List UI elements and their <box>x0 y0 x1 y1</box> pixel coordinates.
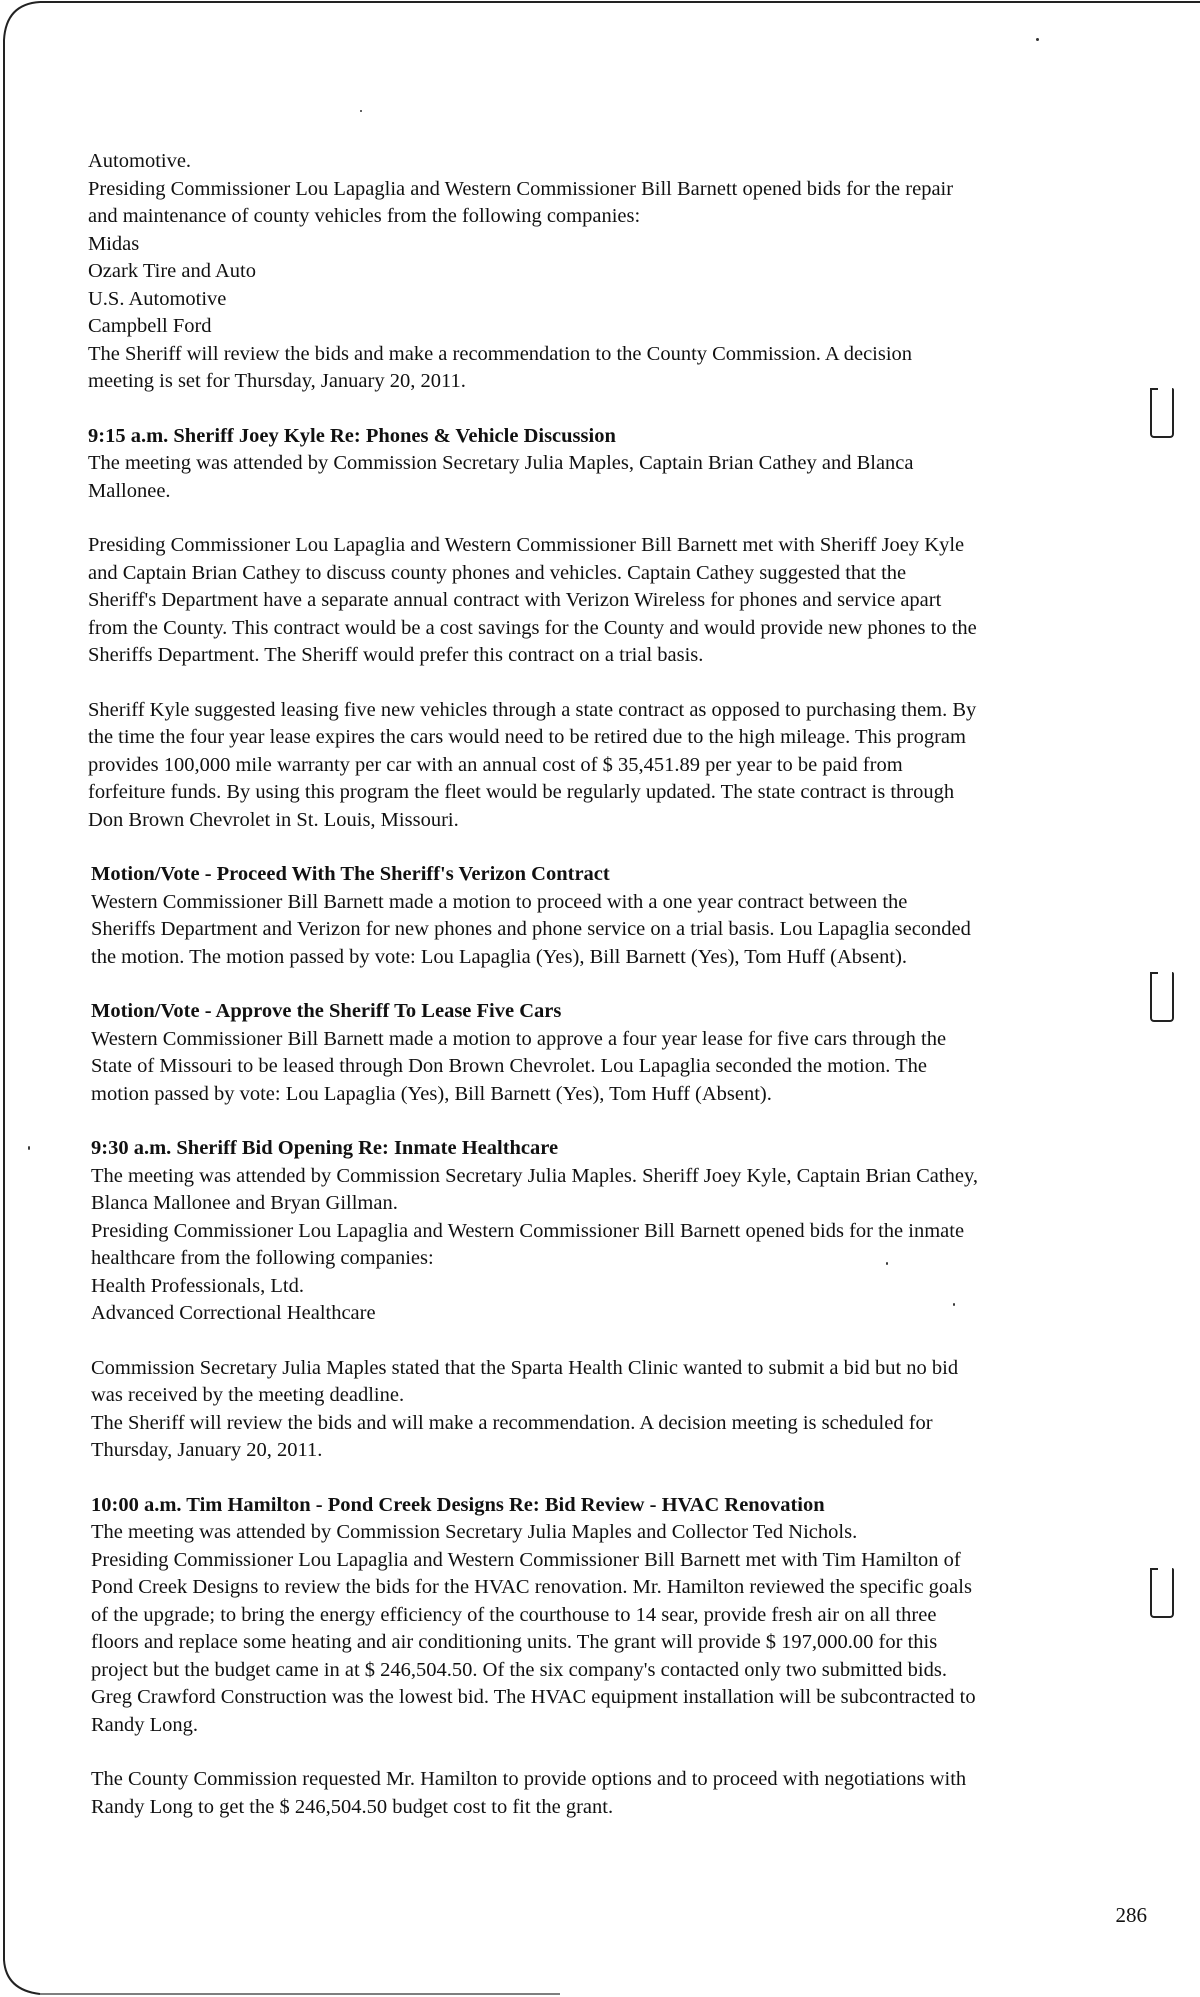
motion-verizon-section <box>91 861 1128 971</box>
section-heading: Motion/Vote - Proceed With The Sheriff's Verizon Contract <box>91 863 610 885</box>
text-line: Automotive. <box>88 150 192 172</box>
text-line: was received by the meeting deadline. <box>91 1384 405 1406</box>
text-line: The Sheriff will review the bids and will make a recommendation. A decision meeting is scheduled for <box>91 1411 933 1434</box>
text-line: motion passed by vote: Lou Lapaglia (Yes), Bill Barnett (Yes), Tom Huff (Absent). <box>91 1082 772 1105</box>
text-line: Presiding Commissioner Lou Lapaglia and Western Commissioner Bill Barnett met with Tim Hamilton of <box>91 1548 961 1571</box>
text-line: Blanca Mallonee and Bryan Gillman. <box>91 1192 398 1214</box>
text-line: Pond Creek Designs to review the bids for the HVAC renovation. Mr. Hamilton reviewed the specific goals <box>91 1576 972 1598</box>
scan-speck <box>1036 38 1039 41</box>
scan-speck <box>28 1146 30 1150</box>
text-line: Sheriff Kyle suggested leasing five new vehicles through a state contract as opposed to purchasing them. By <box>88 698 977 721</box>
page-number: 286 <box>1115 1903 1147 1927</box>
text-line: Presiding Commissioner Lou Lapaglia and Western Commissioner Bill Barnett opened bids for the inmate <box>91 1219 965 1242</box>
company-list-item: Campbell Ford <box>88 315 212 337</box>
section-heading: Motion/Vote - Approve the Sheriff To Lease Five Cars <box>91 1000 562 1022</box>
text-line: Sheriffs Department. The Sheriff would prefer this contract on a trial basis. <box>88 644 704 666</box>
text-line: Presiding Commissioner Lou Lapaglia and Western Commissioner Bill Barnett met with Sheriff Joey Kyle <box>88 534 965 556</box>
text-line: The meeting was attended by Commission Secretary Julia Maples and Collector Ted Nichols. <box>91 1521 858 1543</box>
binder-hole-mark <box>1150 1568 1174 1618</box>
section-heading: 10:00 a.m. Tim Hamilton - Pond Creek Designs Re: Bid Review - HVAC Renovation <box>91 1493 825 1516</box>
inmate-healthcare-section <box>91 1135 1128 1465</box>
text-line: The meeting was attended by Commission Secretary Julia Maples, Captain Brian Cathey and Blanca <box>88 452 914 474</box>
text-line: Sheriff's Department have a separate annual contract with Verizon Wireless for phones and service apart <box>88 589 942 611</box>
text-line: of the upgrade; to bring the energy efficiency of the courthouse to 14 sear, provide fresh air on all three <box>91 1603 937 1626</box>
text-line: The County Commission requested Mr. Hamilton to provide options and to proceed with negotiations with <box>91 1768 967 1790</box>
text-line: Don Brown Chevrolet in St. Louis, Missouri. <box>88 808 459 831</box>
text-line: Commission Secretary Julia Maples stated that the Sparta Health Clinic wanted to submit a bid but no bid <box>91 1356 959 1379</box>
text-line: The Sheriff will review the bids and make a recommendation to the County Commission. A decision <box>88 342 913 365</box>
text-line: Greg Crawford Construction was the lowest bid. The HVAC equipment installation will be subcontracted to <box>91 1686 976 1708</box>
company-list-item: Advanced Correctional Healthcare <box>91 1302 376 1324</box>
text-line: forfeiture funds. By using this program the fleet would be regularly updated. The state contract is through <box>88 781 955 803</box>
text-line: Randy Long. <box>91 1713 199 1736</box>
company-list-item: Midas <box>88 232 140 255</box>
text-line: floors and replace some heating and air conditioning units. The grant will provide $ 197,000.00 for this <box>91 1631 938 1653</box>
binder-hole-mark <box>1150 388 1174 438</box>
text-line: Mallonee. <box>88 479 171 502</box>
hvac-renovation-section <box>91 1492 1128 1822</box>
document-body <box>88 148 1128 1821</box>
company-list-item: Health Professionals, Ltd. <box>91 1274 304 1297</box>
text-line: Randy Long to get the $ 246,504.50 budget cost to fit the grant. <box>91 1795 614 1818</box>
intro-section <box>88 148 1128 396</box>
text-line: from the County. This contract would be a cost savings for the County and would provide new phones to the <box>88 616 977 639</box>
text-line: meeting is set for Thursday, January 20, 2011. <box>88 370 466 392</box>
scan-speck <box>360 110 362 112</box>
text-line: provides 100,000 mile warranty per car with an annual cost of $ 35,451.89 per year to be paid from <box>88 753 903 776</box>
text-line: and maintenance of county vehicles from the following companies: <box>88 205 641 227</box>
text-line: and Captain Brian Cathey to discuss county phones and vehicles. Captain Cathey suggested that the <box>88 561 907 584</box>
text-line: the motion. The motion passed by vote: Lou Lapaglia (Yes), Bill Barnett (Yes), Tom Huff (Absent). <box>91 945 908 968</box>
section-heading: 9:30 a.m. Sheriff Bid Opening Re: Inmate Healthcare <box>91 1137 559 1159</box>
phones-vehicle-section <box>88 423 1128 835</box>
motion-lease-section <box>91 998 1128 1108</box>
text-line: State of Missouri to be leased through Don Brown Chevrolet. Lou Lapaglia seconded the motion. The <box>91 1055 927 1077</box>
company-list-item: Ozark Tire and Auto <box>88 260 256 282</box>
text-line: Sheriffs Department and Verizon for new phones and phone service on a trial basis. Lou Lapaglia seconded <box>91 918 971 940</box>
binder-hole-mark <box>1150 972 1174 1022</box>
section-heading: 9:15 a.m. Sheriff Joey Kyle Re: Phones & Vehicle Discussion <box>88 424 616 447</box>
text-line: Thursday, January 20, 2011. <box>91 1439 323 1461</box>
text-line: The meeting was attended by Commission Secretary Julia Maples. Sheriff Joey Kyle, Captain Brian Cathey, <box>91 1164 978 1187</box>
text-line: the time the four year lease expires the cars would need to be retired due to the high mileage. This program <box>88 726 966 748</box>
text-line: Presiding Commissioner Lou Lapaglia and Western Commissioner Bill Barnett opened bids for the repair <box>88 177 954 200</box>
text-line: Western Commissioner Bill Barnett made a motion to approve a four year lease for five cars through the <box>91 1027 947 1050</box>
company-list-item: U.S. Automotive <box>88 287 227 310</box>
text-line: healthcare from the following companies: <box>91 1247 434 1269</box>
text-line: project but the budget came in at $ 246,504.50. Of the six company's contacted only two submitted bids. <box>91 1658 947 1681</box>
text-line: Western Commissioner Bill Barnett made a motion to proceed with a one year contract between the <box>91 890 908 913</box>
